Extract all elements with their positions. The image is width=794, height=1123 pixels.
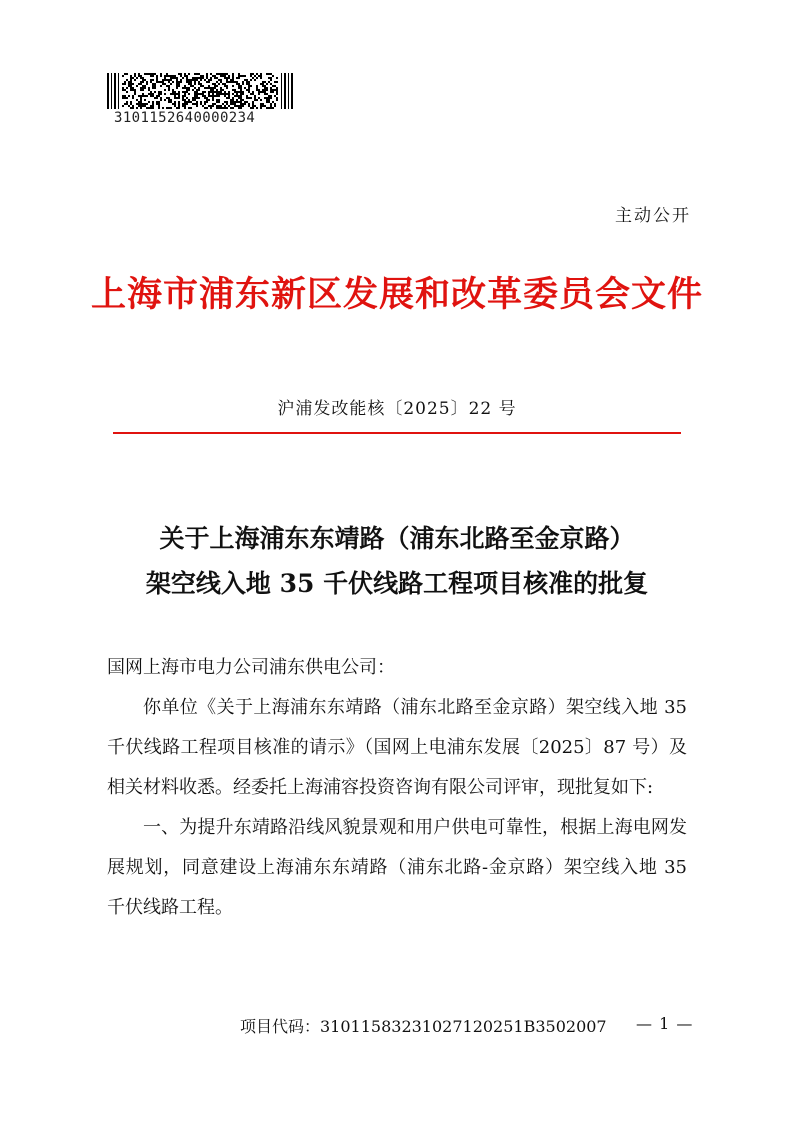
red-separator-line — [113, 432, 681, 434]
subject-line-1: 关于上海浦东东靖路（浦东北路至金京路） — [159, 524, 635, 553]
document-body — [107, 648, 687, 928]
barcode-number: 3101152640000234 — [114, 110, 256, 126]
body-paragraph-2: 一、为提升东靖路沿线风貌景观和用户供电可靠性，根据上海电网发展规划，同意建设上海浦东东靖路（浦东北路-金京路）架空线入地 35 千伏线路工程。 — [107, 817, 687, 918]
issuer-title: 上海市浦东新区发展和改革委员会文件 — [90, 274, 703, 315]
document-subject — [0, 516, 794, 606]
body-paragraph-1: 你单位《关于上海浦东东靖路（浦东北路至金京路）架空线入地 35 千伏线路工程项目核准的请示》（国网上电浦东发展〔2025〕87 号）及相关材料收悉。经委托上海浦容投资咨询有限公司评审，现批复如下: — [107, 697, 687, 798]
subject-line-2: 架空线入地 35 千伏线路工程项目核准的批复 — [145, 569, 649, 598]
disclosure-label: 主动公开 — [615, 206, 691, 226]
project-code: 项目代码：31011583231027120251B3502007 — [240, 1017, 607, 1036]
barcode-graphic — [107, 73, 293, 109]
document-number: 沪浦发改能核〔2025〕22 号 — [277, 399, 517, 419]
addressee: 国网上海市电力公司浦东供电公司： — [107, 657, 395, 678]
page-number: — 1 — — [636, 1014, 694, 1033]
